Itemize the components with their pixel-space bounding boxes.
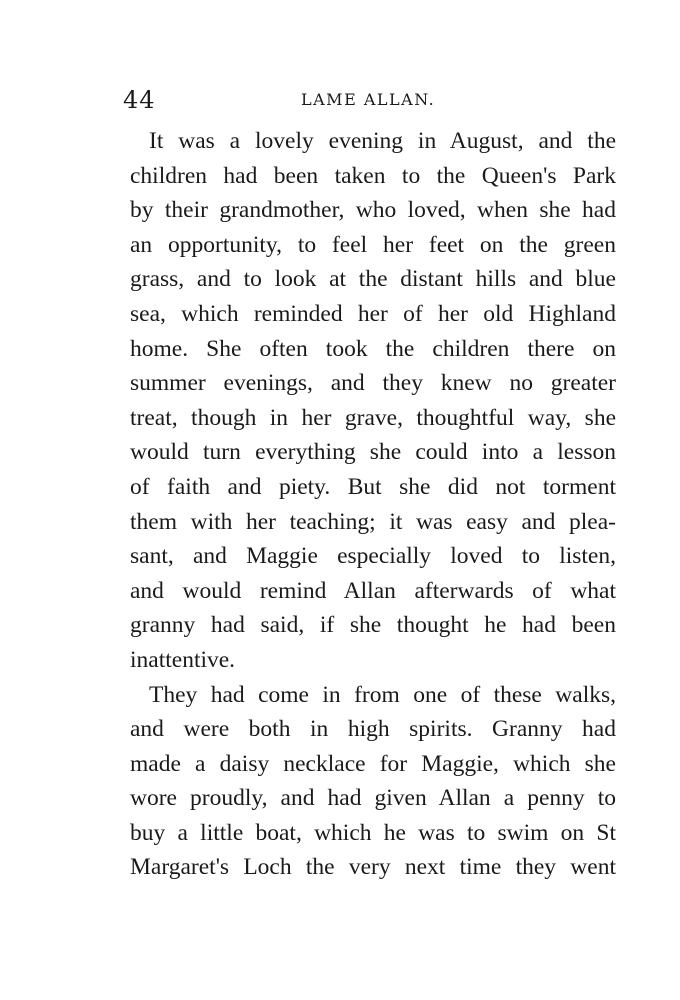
text-line: made a daisy necklace for Maggie, which she — [130, 750, 616, 777]
text-line: sea, which reminded her of her old Highland — [130, 300, 616, 327]
text-line: treat, though in her grave, thoughtful way, she — [130, 404, 616, 431]
text-line: inattentive. — [130, 646, 236, 673]
body-text — [130, 124, 616, 885]
page-header — [123, 86, 620, 116]
paragraph-2 — [130, 678, 616, 886]
text-line: an opportunity, to feel her feet on the green — [130, 231, 616, 258]
text-line: They had come in from one of these walks, — [149, 681, 616, 708]
paragraph-1 — [130, 124, 616, 678]
text-line: and were both in high spirits. Granny had — [130, 716, 616, 743]
text-line: summer evenings, and they knew no greater — [130, 370, 616, 397]
text-line: children had been taken to the Queen's Park — [130, 162, 616, 189]
text-line: of faith and piety. But she did not torment — [130, 473, 616, 500]
text-line: them with her teaching; it was easy and plea- — [130, 508, 616, 535]
text-line: Margaret's Loch the very next time they went — [130, 854, 616, 881]
text-line: by their grandmother, who loved, when she had — [130, 197, 616, 224]
text-line: buy a little boat, which he was to swim on St — [130, 819, 616, 846]
text-line: and would remind Allan afterwards of what — [130, 577, 616, 604]
text-line: home. She often took the children there on — [130, 335, 616, 362]
page-number: 44 — [123, 86, 156, 114]
text-line: grass, and to look at the distant hills and blue — [130, 266, 616, 293]
running-title: LAME ALLAN. — [301, 90, 436, 109]
text-line: wore proudly, and had given Allan a penny to — [130, 785, 616, 812]
text-line: granny had said, if she thought he had been — [130, 612, 616, 639]
text-line: It was a lovely evening in August, and the — [149, 128, 616, 154]
text-line: sant, and Maggie especially loved to listen, — [130, 543, 616, 570]
text-line: would turn everything she could into a lesson — [130, 439, 616, 466]
